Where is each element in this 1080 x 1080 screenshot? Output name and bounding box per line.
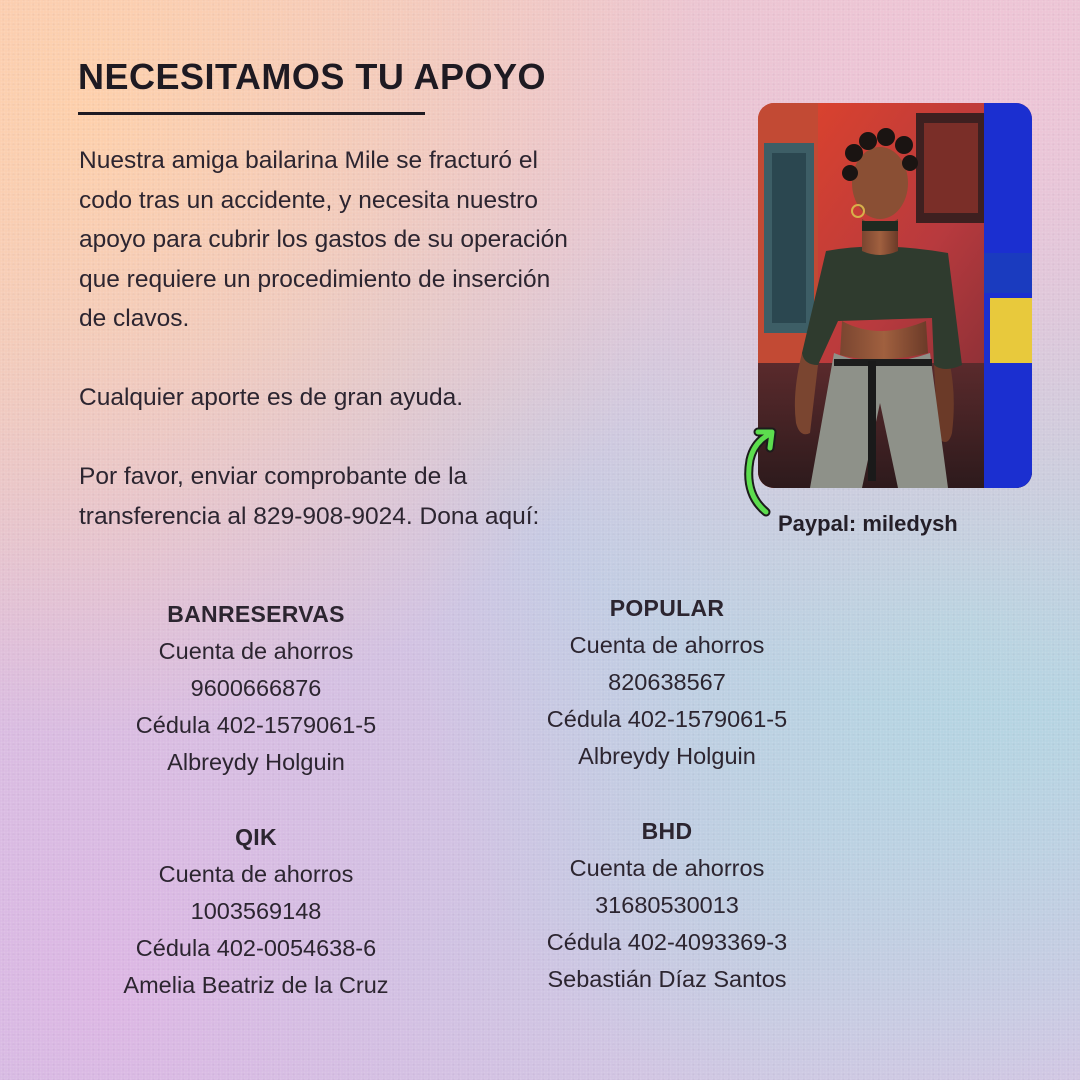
account-type: Cuenta de ahorros <box>569 855 765 881</box>
intro-paragraph-3 <box>79 457 729 536</box>
bank-name: POPULAR <box>609 595 725 621</box>
account-holder: Amelia Beatriz de la Cruz <box>123 972 389 998</box>
bank-name: QIK <box>235 824 277 850</box>
page-title: NECESITAMOS TU APOYO <box>78 56 547 97</box>
bank-name: BHD <box>641 818 693 844</box>
account-number: 820638567 <box>608 669 726 695</box>
intro-paragraph-1 <box>79 141 729 339</box>
cedula: Cédula 402-1579061-5 <box>546 706 788 732</box>
account-holder: Albreydy Holguin <box>167 749 345 775</box>
account-number: 9600666876 <box>190 675 322 701</box>
dancer-photo <box>758 103 1032 488</box>
cedula: Cédula 402-1579061-5 <box>135 712 377 738</box>
curved-arrow-up-icon <box>736 424 784 520</box>
cedula: Cédula 402-0054638-6 <box>135 935 377 961</box>
intro-line: Nuestra amiga bailarina Mile se fracturó el <box>79 147 538 174</box>
account-holder: Albreydy Holguin <box>578 743 756 769</box>
account-type: Cuenta de ahorros <box>569 632 765 658</box>
account-number: 31680530013 <box>595 892 739 918</box>
account-number: 1003569148 <box>190 898 322 924</box>
intro-line: codo tras un accidente, y necesita nuestro <box>79 186 538 214</box>
cedula: Cédula 402-4093369-3 <box>546 929 788 955</box>
account-type: Cuenta de ahorros <box>158 638 354 664</box>
intro-paragraph-2: Cualquier aporte es de gran ayuda. <box>79 384 464 411</box>
bank-card-popular <box>467 590 867 775</box>
intro-line: apoyo para cubrir los gastos de su operación <box>79 226 568 253</box>
bank-card-qik <box>56 819 456 1004</box>
intro-line: transferencia al 829-908-9024. Dona aquí: <box>79 502 540 530</box>
title-underline <box>78 112 425 115</box>
intro-line: Por favor, enviar comprobante de la <box>79 463 468 490</box>
bank-name: BANRESERVAS <box>167 601 345 627</box>
intro-text <box>79 141 729 536</box>
account-type: Cuenta de ahorros <box>158 861 354 887</box>
account-holder: Sebastián Díaz Santos <box>547 966 787 992</box>
intro-line: que requiere un procedimiento de inserción <box>79 265 551 293</box>
bank-card-bhd <box>467 813 867 998</box>
paypal-handle: Paypal: miledysh <box>778 511 958 536</box>
bank-card-banreservas <box>56 596 456 781</box>
intro-line: de clavos. <box>79 305 190 332</box>
